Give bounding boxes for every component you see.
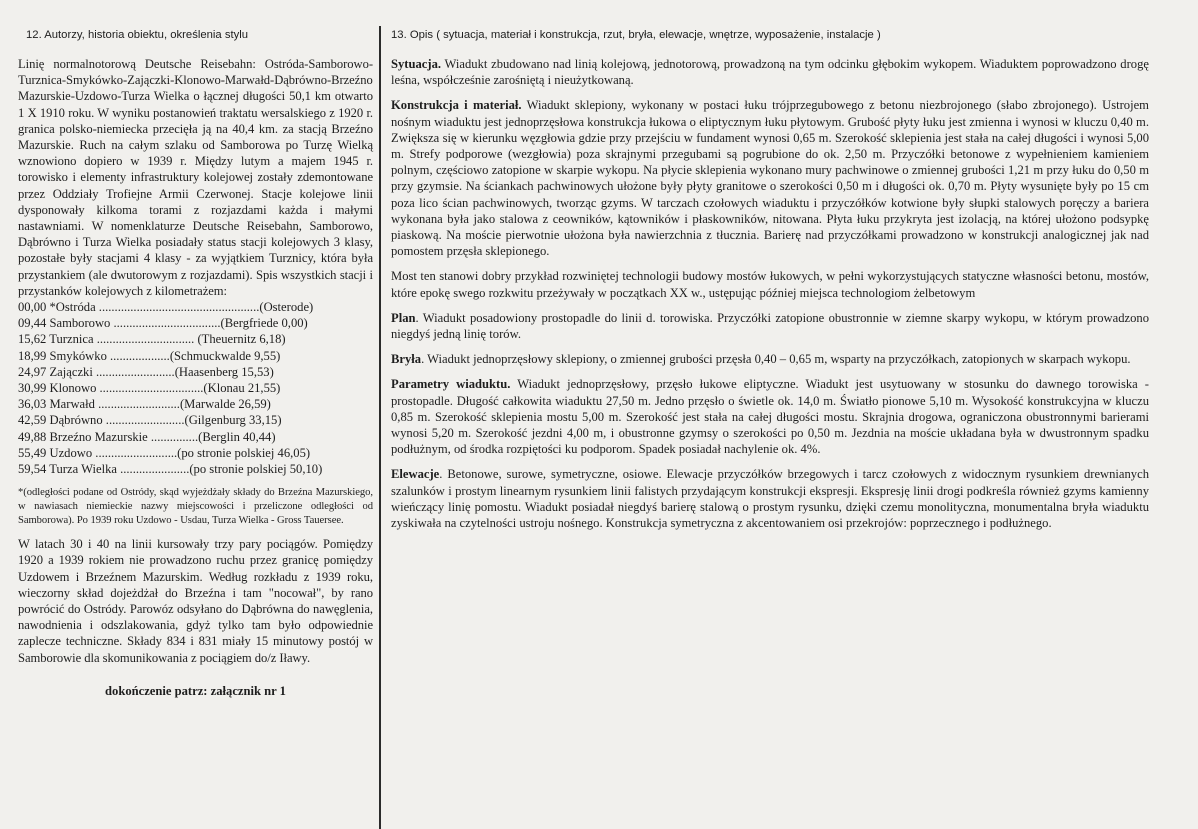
- station-item: 42,59 Dąbrówno .........................(Gilgenburg 33,15): [18, 413, 282, 428]
- section-plan: [391, 310, 1149, 342]
- section-technology-note: [391, 268, 1149, 300]
- station-item: 30,99 Klonowo .................................(Klonau 21,55): [18, 380, 281, 395]
- section-text: Most ten stanowi dobry przykład rozwiniętej technologii budowy mostów łukowych, w pełni wykorzystujących statyczne własności betonu, mostów, które epokę swego rozkwitu przeżywały w początkach XX w., ustępując później miejsca technologiom żelbetowym: [391, 269, 1149, 300]
- section-13-header: 13. Opis ( sytuacja, materiał i konstrukcja, rzut, bryła, elewacje, wnętrze, wyposażenie, instalacje ): [391, 29, 881, 41]
- section-label: Elewacje: [391, 467, 440, 482]
- section-text: . Betonowe, surowe, symetryczne, osiowe. Elewacje przyczółków brzegowych i tarcz czołowych z widocznym rysunkiem drewnianych szalunków i prostym linearnym rysunkiem linii falistych przydającym konstrukcji ekspresji. Ekspresję linii drogi podkreśla również gzyms kamienny wieńczący linię pomostu. Wiadukt posiadał niegdyś barierę stalową o prostym rysunku, dzięki czemu monolityczna, monumentalna bryła wiaduktu zyskiwała na czytelności ustroju nośnego. Konstrukcja symetryczna z akcentowaniem osi przekrojów: poprzecznego i podłużnego.: [391, 467, 1149, 531]
- station-list: [18, 299, 373, 477]
- station-item: 18,99 Smykówko ...................(Schmuckwalde 9,55): [18, 348, 281, 363]
- section-text: Wiadukt sklepiony, wykonany w postaci łuku trójprzegubowego z betonu niezbrojonego (słabo zbrojonego). Ustrojem nośnym wiaduktu jest jednoprzęsłowa konstrukcja łukowa o eliptycznym łuku płytowym. Grubość płyty łuku jest zmienna i wynosi w kluczu 0,40 m. Zwiększa się w kierunku węzgłowia gdzie przy przejściu w fundament wynosi 0,65 m. Szerokość sklepienia jest stała na całej długości i wynosi 5,00 m. Strefy podporowe (wezgłowia) poza skrajnymi przegubami są pogrubione do ok. 2,50 m. Przyczółki betonowe z wypełnieniem kamieniem polnym, częściowo zatopione w skarpie wykopu. Na płycie sklepienia wykonano mury pachwinowe o zmiennej grubości 1,21 m przy łuku do 0,50 m przy gzymsie. Na ściankach pachwinowych ułożone były płyty granitowe o szerokości 0,50 m i długości ok. 0,70 m. Płyty wysunięte były po 15 cm poza lico ścian pachwinowych, tworząc gzyms. W tarczach czołowych wiaduktu i przyczółków kotwione były słupki stalowych poręczy a bariera wykonana była jako stalowa z ceowników, kątowników i płaskowników, nitowana. Płyta łuku przykryta jest izolacją, na której ułożono podsypkę piaskową. Na moście pierwotnie ułożona była nawierzchnia z tłucznia. Barierę nad przyczółkami prowadzono w konstrukcji analogicznej jak nad pomostem przęsła sklepionego.: [391, 98, 1149, 259]
- section-label: Plan: [391, 310, 416, 325]
- station-item: 49,88 Brzeźno Mazurskie ...............(Berglin 40,44): [18, 429, 276, 444]
- section-label: Konstrukcja i materiał.: [391, 98, 522, 113]
- station-item: 59,54 Turza Wielka ......................(po stronie polskiej 50,10): [18, 461, 323, 476]
- column-divider: [379, 26, 381, 829]
- section-text: . Wiadukt posadowiony prostopadle do linii d. torowiska. Przyczółki zatopione obustronnie w ziemne skarpy wykopu, w którym prowadzono niegdyś jedną linię torów.: [391, 310, 1149, 342]
- station-item: 09,44 Samborowo ..................................(Bergfriede 0,00): [18, 316, 308, 331]
- station-item: 24,97 Zajączki .........................(Haasenberg 15,53): [18, 364, 274, 379]
- history-paragraph: W latach 30 i 40 na linii kursowały trzy pary pociągów. Pomiędzy 1920 a 1939 rokiem nie prowadzono ruchu przez granicę pomiędzy Uzdowem i Brzeźnem Mazurskim. Według rozkładu z 1939 roku, wieczorny skład dojeżdżał do Brzeźna i tam "nocował", by rano powrócić do Ostródy. Parowóz odsyłano do Dąbrówna do nawęglenia, nawodnienia i odszlakowania, gdyż tylko tam było odpowiednie zaplecze techniczne. Składy 834 i 831 miały 15 minutowy postój w Samborowie dla skomunikowania z pociągiem do/z Iławy.: [18, 537, 373, 665]
- section-label: Parametry wiaduktu.: [391, 377, 511, 392]
- line-history-intro: Linię normalnotorową Deutsche Reisebahn: Ostróda-Samborowo-Turznica-Smykówko-Zajączki-Klonowo-Marwałd-Dąbrówno-Brzeźno Mazurskie-Uzdowo-Turza Wielka o łącznej długości 50,1 km otwarto 1 X 1910 roku. W wyniku postanowień traktatu wersalskiego z 1920 r. granica polsko-niemiecka przecięła ją na 40,4 km. za stacją Brzeźno Mazurskie. Ruch na całym szlaku od Samborowa po Turzę Wielką wznowiono dopiero w 1939 r. Między lutym a majem 1945 r. torowisko i elementy infrastruktury kolejowej zostały zdemontowane przez Oddziały Trofiejne Armii Czerwonej. Stacje kolejowe linii dysponowały kilkoma torami z rozjazdami każda i małymi nastawniami. W nomenklaturze Deutsche Reisebahn, Samborowo, Dąbrówno i Turza Wielka posiadały status stacji kolejowych 3 klasy, pozostałe były stacjami 4 klasy - za wyjątkiem Turznicy, która była przystankiem (ale dwutorowym z rozjazdami). Spis wszystkich stacji i przystanków kolejowych z kilometrażem:: [18, 57, 373, 298]
- section-label: Sytuacja.: [391, 57, 442, 71]
- station-item: 15,62 Turznica ............................... (Theuernitz 6,18): [18, 332, 286, 347]
- section-text: Wiadukt jednoprzęsłowy, przęsło łukowe eliptyczne. Wiadukt jest usytuowany w stosunku do dawnego torowiska - prostopadle. Długość całkowita wiaduktu 27,50 m. Jedno przęsło o świetle ok. 14,0 m. Światło pionowe 5,10 m. Wysokość konstrukcyjna w kluczu 0,85 m. Szerokość sklepienia mostu 5,00 m. Szerokość jest stała na całej długości mostu. Skrajnia drogowa, ograniczona obustronnymi barierami wynosi 5,20 m. Szerokość jezdni 4,00 m, i obustronne gzymsy o szerokości po 0,50 m. Jezdnia na moście układana była w dwustronnym spadku podłużnym, od środka rozpiętości ku podporom. Spadek posiadał nachylenie ok. 4%.: [391, 377, 1150, 457]
- section-12-header: 12. Autorzy, historia obiektu, określenia stylu: [26, 29, 249, 41]
- section-label: Bryła: [391, 352, 422, 367]
- section-bryla: [391, 351, 1149, 367]
- left-column: [18, 28, 373, 699]
- station-item: 36,03 Marwałd ..........................(Marwalde 26,59): [18, 397, 271, 412]
- section-konstrukcja: [391, 97, 1149, 259]
- right-column: [391, 28, 1149, 540]
- continuation-note: dokończenie patrz: załącznik nr 1: [105, 683, 286, 698]
- station-item: 55,49 Uzdowo ..........................(po stronie polskiej 46,05): [18, 445, 311, 460]
- station-item: 00,00 *Ostróda ...................................................(Osterode): [18, 300, 314, 315]
- section-parametry: [391, 376, 1149, 457]
- station-footnote: *(odległości podane od Ostródy, skąd wyjeżdżały składy do Brzeźna Mazurskiego, w nawiasach niemieckie nazwy miejscowości i przeliczone odległości od Samborowa). Po 1939 roku Uzdowo - Usdau, Turza Wielka - Gross Tauersee.: [18, 487, 373, 527]
- section-sytuacja: [391, 56, 1149, 88]
- section-elewacje: [391, 466, 1149, 531]
- section-text: . Wiadukt jednoprzęsłowy sklepiony, o zmiennej grubości przęsła 0,40 – 0,65 m, wsparty na przyczółkach, zatopionych w skarpach wykopu.: [421, 352, 1131, 367]
- section-text: Wiadukt zbudowano nad linią kolejową, jednotorową, prowadzoną na tym odcinku głębokim wykopem. Wiaduktem poprowadzono drogę leśna, współcześnie zarośniętą i nieużytkowaną.: [391, 57, 1149, 88]
